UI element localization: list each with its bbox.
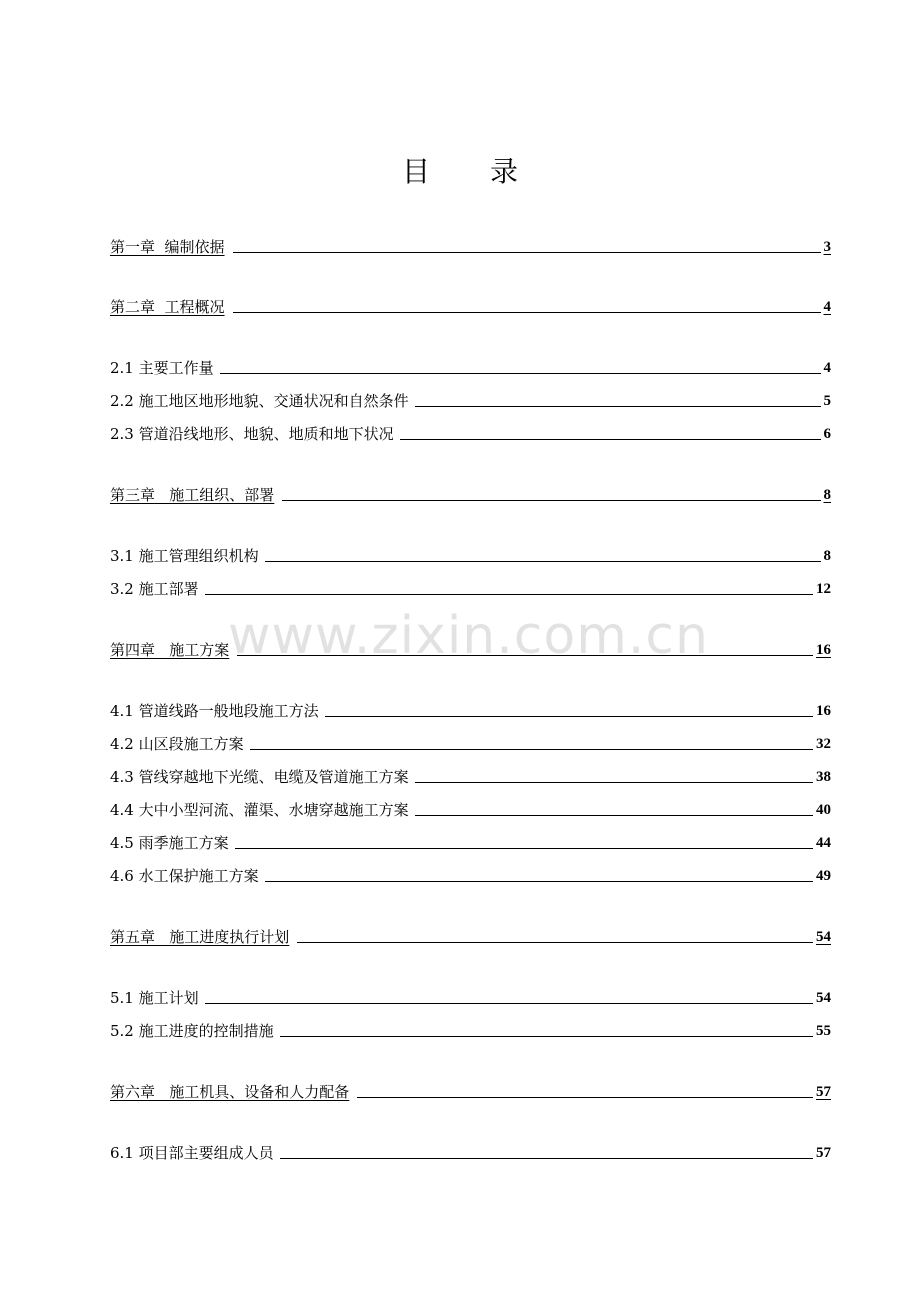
toc-chapter-entry[interactable] [110,294,831,316]
watermark: www.zixin.com.cn [228,606,709,666]
toc-page-number: 44 [816,835,831,851]
toc-entry-label: 第六章 施工机具、设备和人力配备 [110,1083,350,1101]
toc-section-entry[interactable] [110,698,831,720]
toc-leader-line [415,405,821,407]
toc-page-number: 49 [816,868,831,884]
toc-page-number: 57 [816,1084,831,1100]
toc-page-number: 32 [816,736,831,752]
toc-page-number: 54 [816,990,831,1006]
toc-section-entry[interactable] [110,543,831,565]
toc-entry-label: 2.2 施工地区地形地貌、交通状况和自然条件 [110,392,409,410]
toc-page-number: 4 [823,360,831,376]
toc-section-entry[interactable] [110,731,831,753]
toc-entry-label: 第三章 施工组织、部署 [110,486,275,504]
toc-leader-line [400,438,821,440]
toc-page-number: 4 [823,299,831,315]
toc-leader-line [220,372,821,374]
toc-leader-line [282,499,820,501]
title-char-2: 录 [490,155,519,188]
toc-page-number: 40 [816,802,831,818]
toc-section-entry[interactable] [110,764,831,786]
toc-chapter-entry[interactable] [110,482,831,504]
toc-page-number: 5 [823,393,831,409]
toc-page-number: 8 [823,548,831,564]
toc-entry-label: 4.4 大中小型河流、灌渠、水塘穿越施工方案 [110,801,409,819]
toc-section-entry[interactable] [110,830,831,852]
toc-section-entry[interactable] [110,1140,831,1162]
toc-entry-label: 4.2 山区段施工方案 [110,735,244,753]
toc-leader-line [265,880,813,882]
toc-page-number: 55 [816,1023,831,1039]
toc-entry-label: 4.1 管道线路一般地段施工方法 [110,702,319,720]
toc-chapter-entry[interactable] [110,924,831,946]
toc-leader-line [205,1002,813,1004]
toc-entry-label: 3.2 施工部署 [110,580,199,598]
toc-leader-line [265,560,821,562]
toc-chapter-entry[interactable] [110,234,831,256]
toc-section-entry[interactable] [110,863,831,885]
toc-entry-label: 6.1 项目部主要组成人员 [110,1144,274,1162]
toc-chapter-entry[interactable] [110,637,831,659]
toc-leader-line [235,847,813,849]
toc-entry-label: 4.5 雨季施工方案 [110,834,229,852]
toc-leader-line [250,748,813,750]
toc-entry-label: 4.3 管线穿越地下光缆、电缆及管道施工方案 [110,768,409,786]
toc-page-number: 16 [816,703,831,719]
toc-page-number: 3 [823,239,831,255]
toc-leader-line [357,1096,813,1098]
toc-leader-line [415,814,813,816]
toc-entry-label: 第四章 施工方案 [110,641,230,659]
page-title [0,150,920,190]
toc-leader-line [205,593,813,595]
toc-entry-label: 4.6 水工保护施工方案 [110,867,259,885]
toc-entry-label: 5.1 施工计划 [110,989,199,1007]
toc-page-number: 8 [823,487,831,503]
toc-entry-label: 第二章 工程概况 [110,298,225,316]
toc-section-entry[interactable] [110,576,831,598]
toc-section-entry[interactable] [110,421,831,443]
toc-section-entry[interactable] [110,797,831,819]
toc-leader-line [233,311,821,313]
toc-page-number: 16 [816,642,831,658]
toc-leader-line [237,654,813,656]
toc-leader-line [297,941,813,943]
toc-page-number: 6 [823,426,831,442]
toc-entry-label: 2.3 管道沿线地形、地貌、地质和地下状况 [110,425,394,443]
toc-leader-line [325,715,813,717]
toc-entry-label: 5.2 施工进度的控制措施 [110,1022,274,1040]
toc-chapter-entry[interactable] [110,1079,831,1101]
title-char-1: 目 [401,155,430,188]
toc-entry-label: 2.1 主要工作量 [110,359,214,377]
toc-leader-line [233,251,821,253]
toc-page-number: 57 [816,1145,831,1161]
toc-leader-line [415,781,813,783]
toc-leader-line [280,1035,813,1037]
toc-page-number: 54 [816,929,831,945]
toc-entry-label: 3.1 施工管理组织机构 [110,547,259,565]
toc-leader-line [280,1157,813,1159]
toc-entry-label: 第五章 施工进度执行计划 [110,928,290,946]
toc-section-entry[interactable] [110,1018,831,1040]
toc-section-entry[interactable] [110,985,831,1007]
toc-section-entry[interactable] [110,388,831,410]
toc-page-number: 38 [816,769,831,785]
toc-section-entry[interactable] [110,355,831,377]
toc-entry-label: 第一章 编制依据 [110,238,225,256]
toc-page-number: 12 [816,581,831,597]
